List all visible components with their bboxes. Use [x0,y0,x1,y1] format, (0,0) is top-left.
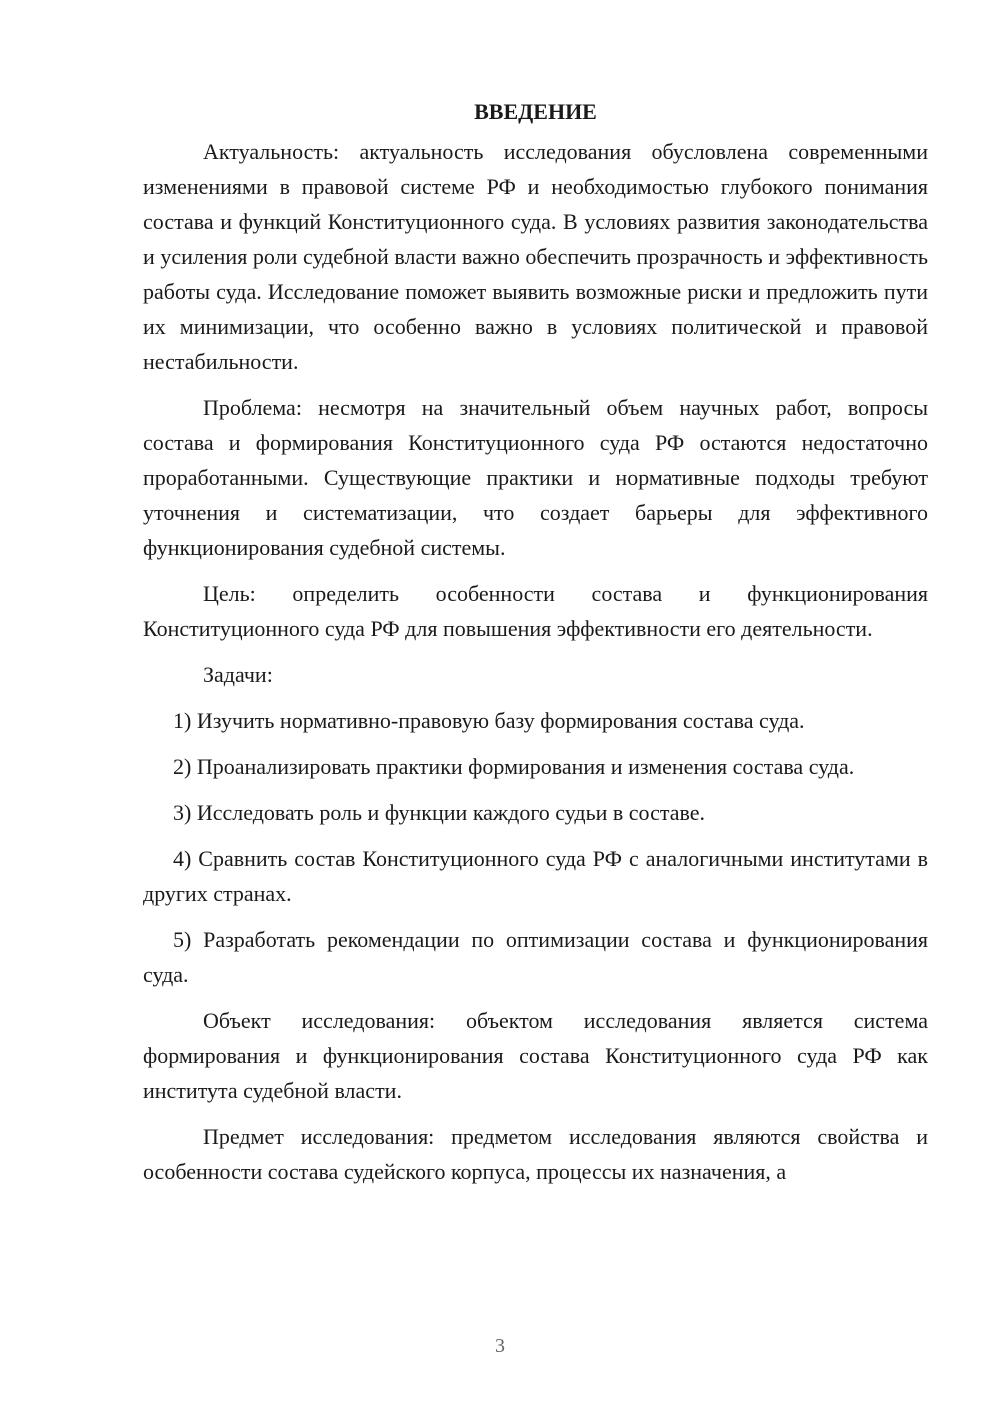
document-body [143,134,928,1189]
task-item-2: 2) Проанализировать практики формирования и изменения состава суда. [173,754,855,779]
paragraph-subject: Предмет исследования: предметом исследования являются свойства и особенности состава судейского корпуса, процессы их назначения, а [143,1124,928,1184]
tasks-label: Задачи: [203,662,273,687]
page-number: 3 [495,1335,505,1357]
task-item-4: 4) Сравнить состав Конституционного суда РФ с аналогичными институтами в других странах. [143,846,928,906]
paragraph-relevance: Актуальность: актуальность исследования обусловлена современными изменениями в правовой системе РФ и необходимостью глубокого понимания состава и функций Конституционного суда. В условиях развития законодательства и усиления роли судебной власти важно обеспечить прозрачность и эффективность работы суда. Исследование поможет выявить возможные риски и предложить пути их минимизации, что особенно важно в условиях политической и правовой нестабильности. [143,139,928,374]
section-heading: ВВЕДЕНИЕ [474,99,597,124]
task-item-3: 3) Исследовать роль и функции каждого судьи в составе. [173,800,706,825]
paragraph-problem: Проблема: несмотря на значительный объем научных работ, вопросы состава и формирования Конституционного суда РФ остаются недостаточно проработанными. Существующие практики и нормативные подходы требуют уточнения и систематизации, что создает барьеры для эффективного функционирования судебной системы. [143,395,928,560]
task-item-1: 1) Изучить нормативно-правовую базу формирования состава суда. [173,708,805,733]
task-item-5: 5) Разработать рекомендации по оптимизации состава и функционирования суда. [143,927,928,987]
paragraph-goal: Цель: определить особенности состава и функционирования Конституционного суда РФ для повышения эффективности его деятельности. [143,581,928,641]
paragraph-object: Объект исследования: объектом исследования является система формирования и функционирования состава Конституционного суда РФ как института судебной власти. [143,1008,928,1103]
